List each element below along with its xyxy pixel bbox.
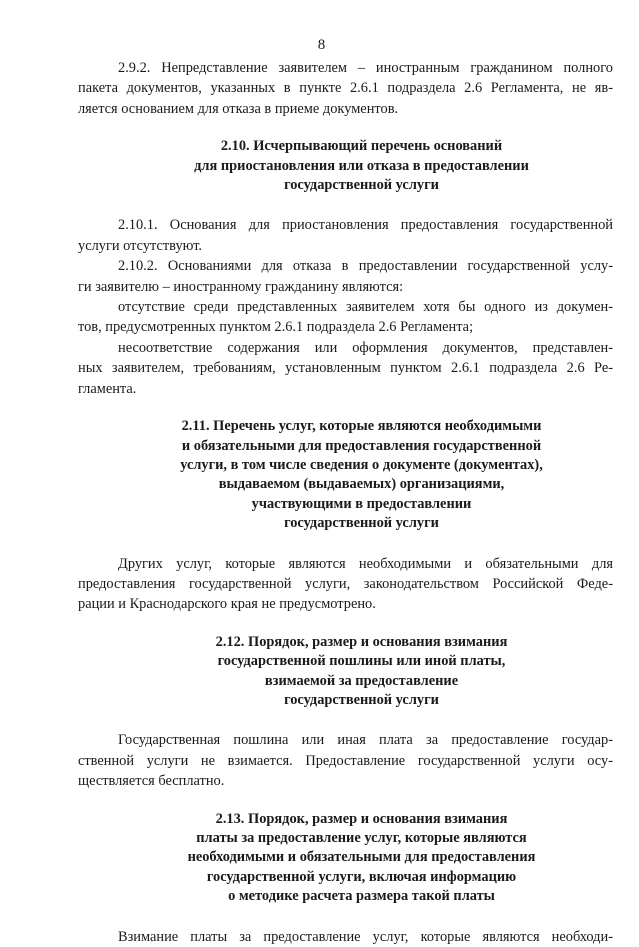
paragraph-refusal-reason-1 [78,297,613,338]
section-heading-2-11 [114,417,609,533]
text-line: 2.10.2. Основаниями для отказа в предоставлении государственной услу- [118,258,613,275]
text-line: услуги отсутствуют. [78,237,203,254]
text-line: отсутствие среди представленных заявителем хотя бы одного из докумен- [118,299,613,316]
heading-line: 2.13. Порядок, размер и основания взимания [215,810,508,827]
paragraph-state-duty [78,730,613,791]
text-line: 2.9.2. Непредставление заявителем – иностранным гражданином полного [118,60,613,76]
heading-line: 2.10. Исчерпывающий перечень оснований [220,138,503,155]
heading-line: государственной пошлины или иной платы, [217,653,506,670]
heading-line: государственной услуги [284,515,439,532]
heading-line: выдаваемом (выдаваемых) организациями, [218,476,505,493]
heading-line: государственной услуги [284,691,439,708]
heading-line: и обязательными для предоставления государственной [181,437,542,454]
heading-line: о методике расчета размера такой платы [228,888,495,905]
paragraph-2-10-1 [78,215,613,256]
heading-line: государственной услуги [284,177,439,194]
text-line: предоставления государственной услуги, законодательством Российской Феде- [78,575,613,592]
paragraph-2-9-2 [78,58,613,119]
heading-line: 2.11. Перечень услуг, которые являются необходимыми [181,418,542,435]
text-line: ных заявителем, требованиям, установленным пунктом 2.6.1 подраздела 2.6 Ре- [78,360,613,377]
text-line: пакета документов, указанных в пункте 2.6.1 подраздела 2.6 Регламента, не яв- [78,80,613,97]
section-heading-2-13 [114,810,609,907]
heading-line: платы за предоставление услуг, которые являются [196,830,527,846]
heading-line: для приостановления или отказа в предоставлении [194,157,529,174]
heading-line: государственной услуги, включая информацию [206,868,517,885]
text-line: ственной услуги не взимается. Предоставление государственной услуги осу- [78,752,613,769]
text-line: гламента. [78,380,137,397]
section-heading-2-12 [114,633,609,711]
section-heading-2-10 [114,137,609,195]
text-line: Взимание платы за предоставление услуг, которые являются необходи- [118,928,613,945]
text-line: Других услуг, которые являются необходимыми и обязательными для [118,555,613,572]
heading-line: взимаемой за предоставление [264,672,459,689]
page-number: 8 [317,37,326,53]
paragraph-2-10-2 [78,256,613,297]
heading-line: участвующими в предоставлении [251,495,472,512]
text-line: 2.10.1. Основания для приостановления предоставления государственной [118,217,613,234]
text-line: ляется основанием для отказа в приеме документов. [78,100,399,117]
paragraph-fee-charging [118,927,613,947]
text-line: ществляется бесплатно. [78,773,225,790]
text-line: Государственная пошлина или иная плата за предоставление государ- [118,732,613,749]
heading-line: 2.12. Порядок, размер и основания взимания [215,633,508,650]
heading-line: необходимыми и обязательными для предоставления [187,849,536,866]
text-line: несоответствие содержания или оформления документов, представлен- [118,339,613,356]
text-line: тов, предусмотренных пунктом 2.6.1 подраздела 2.6 Регламента; [78,319,474,336]
text-line: ги заявителю – иностранному гражданину являются: [78,278,404,295]
paragraph-other-services [78,554,613,615]
paragraph-refusal-reason-2 [78,338,613,399]
text-line: рации и Краснодарского края не предусмотрено. [78,596,376,613]
heading-line: услуги, в том числе сведения о документе (документах), [180,456,543,473]
